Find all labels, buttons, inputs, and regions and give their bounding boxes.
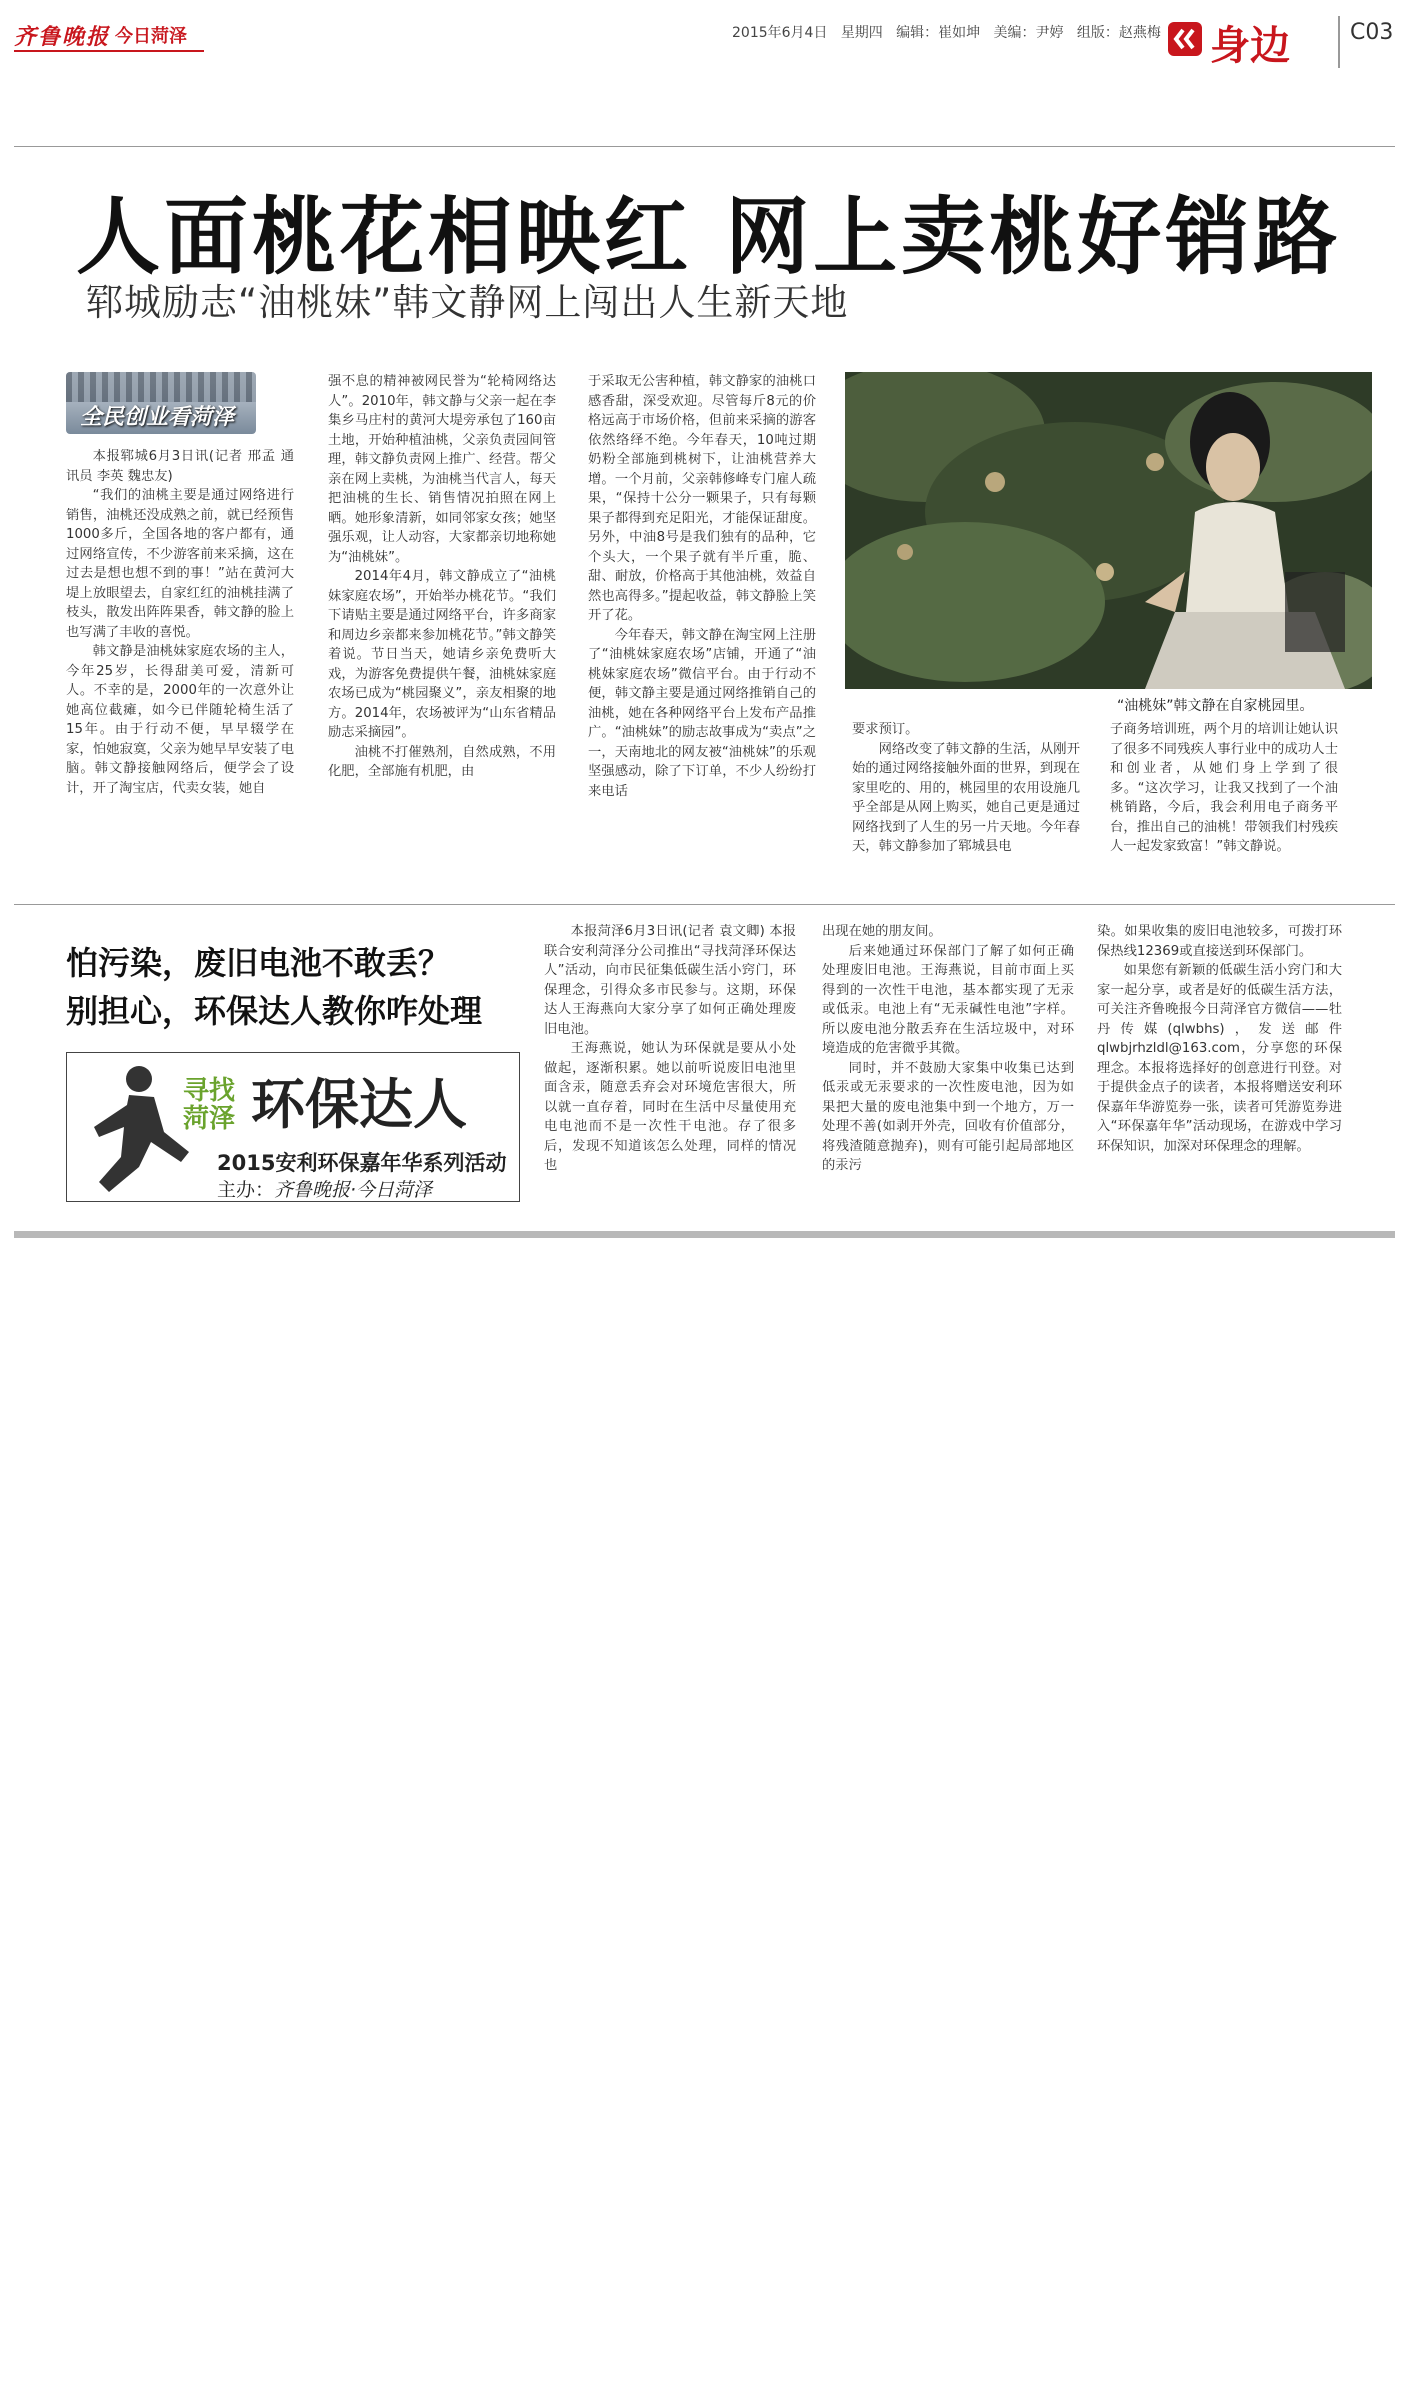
- promo-sponsor: [217, 1175, 432, 1202]
- section-divider: [1338, 16, 1340, 68]
- paragraph: 网络改变了韩文静的生活，从刚开始的通过网络接触外面的世界，到现在家里吃的、用的，桃园里的农用设施几乎全部是从网上购买，她自己更是通过网络找到了人生的另一片天地。今年春天，韩文静参加了郓城县电: [852, 741, 1080, 854]
- paragraph: 子商务培训班，两个月的培训让她认识了很多不同残疾人事行业中的成功人士和创业者，从她们身上学到了很多。“这次学习，让我又找到了一个油桃销路，今后，我会利用电子商务平台，推出自己的油桃！带领我们村残疾人一起发家致富！”韩文静说。: [1110, 722, 1338, 854]
- promo-title: 环保达人: [251, 1073, 467, 1136]
- paragraph: 今年春天，韩文静在淘宝网上注册了“油桃妹家庭农场”店铺，开通了“油桃妹家庭农场”微信平台。由于行动不便，韩文静主要是通过网络推销自己的油桃，她在各种网络平台上发布产品推广。“油桃妹”的励志故事成为“卖点”之一，天南地北的网友被“油桃妹”的乐观坚强感动，除了下订单，不少人纷纷打来电话: [588, 627, 816, 799]
- page-number: C03: [1350, 20, 1394, 45]
- footer-rule: [14, 1231, 1395, 1238]
- issue-meta: [732, 22, 1161, 42]
- article-divider: [14, 904, 1395, 905]
- column-badge: [66, 372, 256, 434]
- newspaper-logo: 齐鲁晚报: [14, 24, 111, 50]
- article1-subheadline: 郓城励志“油桃妹”韩文静网上闯出人生新天地: [86, 281, 849, 324]
- paragraph: 于采取无公害种植，韩文静家的油桃口感香甜，深受欢迎。尽管每斤8元的价格远高于市场价格，但前来采摘的游客依然络绎不绝。今年春天，10吨过期奶粉全部施到桃树下，让油桃营养大增。一个月前，父亲韩修峰专门雇人疏果，“保持十公分一颗果子，只有每颗果子都得到充足阳光，才能保证甜度。另外，中油8号是我们独有的品种，它个头大，一个果子就有半斤重，脆、甜、耐放，价格高于其他油桃，效益自然也高得多。”提起收益，韩文静脸上笑开了花。: [588, 374, 816, 623]
- designer-credit: 美编：尹婷: [993, 25, 1064, 41]
- sponsor-label: 主办：: [217, 1179, 275, 1201]
- promo-find: 寻找: [183, 1076, 236, 1106]
- layout-credit: 组版：赵燕梅: [1076, 25, 1161, 41]
- article1-col1: [66, 447, 294, 798]
- editor-credit: 编辑：崔如坤: [896, 25, 981, 41]
- section-title: 身边: [1210, 23, 1290, 69]
- article1-col5: [1110, 720, 1338, 857]
- section-marker-icon: [1168, 22, 1202, 56]
- article2-col2: [822, 922, 1074, 1176]
- paragraph: 染。如果收集的废旧电池较多，可拨打环保热线12369或直接送到环保部门。: [1097, 924, 1342, 959]
- paragraph: 后来她通过环保部门了解了如何正确处理废旧电池。王海燕说，目前市面上买得到的一次性干电池，基本都实现了无汞或低汞。电池上有“无汞碱性电池”字样。所以废电池分散丢弃在生活垃圾中，对环境造成的危害微乎其微。: [822, 943, 1074, 1056]
- paragraph: 本报郓城6月3日讯(记者 邢孟 通讯员 李英 魏忠友): [66, 449, 294, 484]
- article2-col1: [544, 922, 796, 1176]
- issue-date: 2015年6月4日: [732, 25, 828, 41]
- badge-label: 全民创业看菏泽: [80, 405, 235, 430]
- paragraph: 2014年4月，韩文静成立了“油桃妹家庭农场”，开始举办桃花节。“我们下请贴主要是通过网络平台，许多商家和周边乡亲都来参加桃花节。”韩文静笑着说。节日当天，她请乡亲免费听大戏，为游客免费提供午餐，油桃妹家庭农场已成为“桃园聚义”，亲友相聚的地方。2014年，农场被评为“山东省精品励志采摘园”。: [328, 569, 556, 740]
- crowd-image: [66, 372, 256, 402]
- paragraph: 同时，并不鼓励大家集中收集已达到低汞或无汞要求的一次性废电池，因为如果把大量的废电池集中到一个地方，万一处理不善(如剥开外壳，回收有价值部分，将残渣随意抛弃)，则有可能引起局部地区的汞污: [822, 1060, 1074, 1173]
- edition-name: 今日菏泽: [115, 26, 187, 47]
- article1-headline: 人面桃花相映红 网上卖桃好销路: [76, 188, 1342, 286]
- article1-col4: [852, 720, 1080, 857]
- promo-event: 2015安利环保嘉年华系列活动: [217, 1151, 507, 1175]
- promo-box: [66, 1052, 520, 1202]
- promo-city: 菏泽: [183, 1104, 236, 1134]
- issue-weekday: 星期四: [840, 25, 883, 41]
- paragraph: 韩文静是油桃妹家庭农场的主人，今年25岁，长得甜美可爱，清新可人。不幸的是，2000年的一次意外让她高位截瘫，如今已伴随轮椅生活了15年。由于行动不便，早早辍学在家，怕她寂寞，父亲为她早早安装了电脑。韩文静接触网络后，便学会了设计，开了淘宝店，代卖女装，她自: [66, 644, 294, 796]
- paragraph: 如果您有新颖的低碳生活小窍门和大家一起分享，或者是好的低碳生活方法，可关注齐鲁晚报今日菏泽官方微信——牡丹传媒(qlwbhs)，发送邮件qlwbjrhzldl@163.com，分享您的环保理念。本报将选择好的创意进行刊登。对于提供金点子的读者，本报将赠送安利环保嘉年华游览券一张，读者可凭游览券进入“环保嘉年华”活动现场，在游戏中学习环保知识，加深对环保理念的理解。: [1097, 963, 1342, 1154]
- article2-col3: [1097, 922, 1342, 1156]
- paragraph: 要求预订。: [852, 722, 919, 737]
- paragraph: 油桃不打催熟剂，自然成熟，不用化肥，全部施有机肥，由: [328, 744, 556, 779]
- paragraph: 强不息的精神被网民誉为“轮椅网络达人”。2010年，韩文静与父亲一起在李集乡马庄村的黄河大堤旁承包了160亩土地，开始种植油桃，父亲负责园间管理，韩文静负责网上推广、经营。帮父亲在网上卖桃，为油桃当代言人，每天把油桃的生长、销售情况拍照在网上晒。她形象清新，如同邻家女孩；她坚强乐观，让人动容，大家都亲切地称她为“油桃妹”。: [328, 374, 556, 565]
- photo-caption: “油桃妹”韩文静在自家桃园里。: [1117, 698, 1314, 714]
- paragraph: “我们的油桃主要是通过网络进行销售，油桃还没成熟之前，就已经预售1000多斤，全国各地的客户都有，通过网络宣传，不少游客前来采摘，这在过去是想也想不到的事！”站在黄河大堤上放眼望去，自家红红的油桃挂满了枝头，散发出阵阵果香，韩文静的脸上也写满了丰收的喜悦。: [66, 488, 294, 640]
- article2-headline-line2: 别担心，环保达人教你咋处理: [66, 992, 483, 1030]
- runner-icon: [69, 1057, 199, 1197]
- masthead-underline: [14, 50, 204, 52]
- article2-headline-line1: 怕污染，废旧电池不敢丢？: [66, 944, 451, 982]
- paragraph: 出现在她的朋友间。: [822, 924, 942, 939]
- article1-photo: [845, 372, 1372, 689]
- paragraph: 本报菏泽6月3日讯(记者 袁文卿) 本报联合安利菏泽分公司推出“寻找菏泽环保达人”活动，向市民征集低碳生活小窍门，环保理念，引得众多市民参与。这期，环保达人王海燕向大家分享了如何正确处理废旧电池。: [544, 924, 796, 1037]
- sponsor-name: 齐鲁晚报·今日菏泽: [274, 1179, 433, 1201]
- article1-col3: [588, 372, 816, 801]
- header-rule: [14, 146, 1395, 147]
- article1-col2: [328, 372, 556, 782]
- paragraph: 王海燕说，她认为环保就是要从小处做起，逐渐积累。她以前听说废旧电池里面含汞，随意丢弃会对环境危害很大，所以就一直存着，同时在生活中尽量使用充电电池而不是一次性干电池。存了很多后，发现不知道该怎么处理，同样的情况也: [544, 1041, 796, 1173]
